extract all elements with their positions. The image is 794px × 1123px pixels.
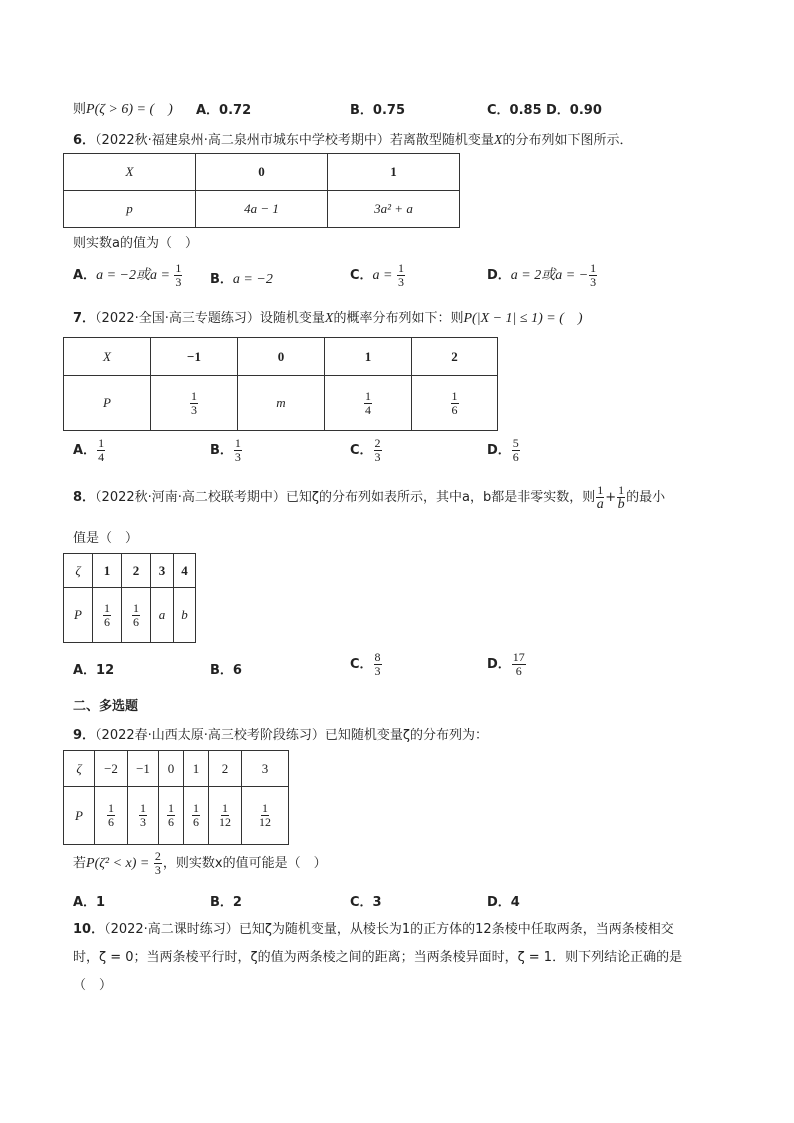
q10-stem-line3: （ ） bbox=[73, 978, 113, 993]
q10-stem-line2: 时，ζ = 0；当两条棱平行时，ζ的值为两条棱之间的距离；当两条棱异面时，ζ = 1．则下列结论正确的是 bbox=[73, 950, 683, 965]
q8-stem: 8．（2022秋·河南·高二校联考期中）已知ζ的分布列如表所示，其中a，b都是非零实数，则 $\frac{1}{a}$ + $\frac{1}{b}$ 的最小 bbox=[73, 483, 666, 512]
q5-option-d[interactable]: D．0.90 bbox=[546, 103, 602, 118]
table-cell: −1 bbox=[128, 751, 159, 787]
q7-stem: 7．（2022·全国·高三专题练习）设随机变量X的概率分布列如下：则P(|X − 1| ≤ 1) = ( ) bbox=[73, 311, 583, 326]
q6-option-a[interactable]: A．a = −2或a = $\frac{1}{3}$ bbox=[73, 261, 182, 289]
table-cell: 0 bbox=[238, 338, 325, 376]
table-cell: 1 bbox=[325, 338, 412, 376]
table-cell: p bbox=[64, 191, 196, 228]
table-cell: $\frac{1}{12}$ bbox=[209, 787, 242, 845]
q8-option-c[interactable]: C． $\frac{8}{3}$ bbox=[350, 650, 381, 678]
q5-option-c[interactable]: C．0.85 bbox=[487, 103, 542, 118]
q9-condition: 若P(ζ² < x) = $\frac{2}{3}$ ，则实数x的值可能是（ ） bbox=[73, 849, 327, 877]
q8-option-a[interactable]: A．12 bbox=[73, 663, 115, 678]
q8-option-b[interactable]: B．6 bbox=[210, 663, 242, 678]
q9-option-d[interactable]: D．4 bbox=[487, 895, 520, 910]
q5-option-b[interactable]: B．0.75 bbox=[350, 103, 405, 118]
table-cell: 1 bbox=[93, 554, 122, 588]
table-cell: 4 bbox=[174, 554, 196, 588]
table-cell: P bbox=[64, 376, 151, 431]
table-cell: $\frac{1}{4}$ bbox=[325, 376, 412, 431]
table-cell: P bbox=[64, 787, 95, 845]
table-cell: $\frac{1}{6}$ bbox=[184, 787, 209, 845]
table-cell: $\frac{1}{6}$ bbox=[93, 588, 122, 643]
table-cell: ζ bbox=[64, 554, 93, 588]
q8-option-d[interactable]: D． $\frac{17}{6}$ bbox=[487, 650, 525, 678]
table-cell: X bbox=[64, 338, 151, 376]
table-cell: $\frac{1}{6}$ bbox=[122, 588, 151, 643]
q6-stem: 6．（2022秋·福建泉州·高二泉州市城东中学校考期中）若离散型随机变量X的分布列如下图所示． bbox=[73, 133, 633, 148]
table-cell: $\frac{1}{3}$ bbox=[128, 787, 159, 845]
table-cell: 1 bbox=[328, 154, 460, 191]
table-cell: 3 bbox=[151, 554, 174, 588]
table-cell: 1 bbox=[184, 751, 209, 787]
q7-option-b[interactable]: B． $\frac{1}{3}$ bbox=[210, 436, 241, 464]
table-cell: X bbox=[64, 154, 196, 191]
q10-stem-line1: 10．（2022·高二课时练习）已知ζ为随机变量，从棱长为1的正方体的12条棱中任取两条，当两条棱相交 bbox=[73, 922, 674, 937]
q6-option-d[interactable]: D．a = 2或a = − $\frac{1}{3}$ bbox=[487, 261, 597, 289]
q6-distribution-table bbox=[63, 153, 460, 228]
table-cell: 2 bbox=[412, 338, 498, 376]
table-cell: 0 bbox=[159, 751, 184, 787]
q6-option-c[interactable]: C．a = $\frac{1}{3}$ bbox=[350, 261, 404, 289]
table-cell: 3a² + a bbox=[328, 191, 460, 228]
table-cell: 2 bbox=[209, 751, 242, 787]
q5-option-a[interactable]: A．0.72 bbox=[196, 103, 252, 118]
table-cell: 3 bbox=[242, 751, 289, 787]
q7-distribution-table bbox=[63, 337, 498, 431]
table-cell: 4a − 1 bbox=[196, 191, 328, 228]
table-cell: $\frac{1}{6}$ bbox=[159, 787, 184, 845]
table-cell: m bbox=[238, 376, 325, 431]
q6-option-b[interactable]: B．a = −2 bbox=[210, 272, 273, 287]
table-cell: 0 bbox=[196, 154, 328, 191]
table-cell: −1 bbox=[151, 338, 238, 376]
q7-option-c[interactable]: C． $\frac{2}{3}$ bbox=[350, 436, 381, 464]
q9-distribution-table bbox=[63, 750, 289, 845]
q7-option-d[interactable]: D． $\frac{5}{6}$ bbox=[487, 436, 519, 464]
table-cell: $\frac{1}{6}$ bbox=[412, 376, 498, 431]
q9-stem: 9．（2022春·山西太原·高三校考阶段练习）已知随机变量ζ的分布列为： bbox=[73, 728, 488, 743]
q8-distribution-table bbox=[63, 553, 196, 643]
table-cell: −2 bbox=[95, 751, 128, 787]
q6-prompt: 则实数a的值为（ ） bbox=[73, 236, 198, 251]
q9-option-c[interactable]: C．3 bbox=[350, 895, 382, 910]
table-cell: b bbox=[174, 588, 196, 643]
table-cell: ζ bbox=[64, 751, 95, 787]
table-cell: $\frac{1}{6}$ bbox=[95, 787, 128, 845]
q7-option-a[interactable]: A． $\frac{1}{4}$ bbox=[73, 436, 105, 464]
table-cell: P bbox=[64, 588, 93, 643]
q9-option-a[interactable]: A．1 bbox=[73, 895, 106, 910]
table-cell: a bbox=[151, 588, 174, 643]
q5-stem: 则P(ζ > 6) = ( ) bbox=[73, 102, 173, 117]
table-cell: $\frac{1}{12}$ bbox=[242, 787, 289, 845]
section-title: 二、多选题 bbox=[73, 699, 139, 714]
table-cell: 2 bbox=[122, 554, 151, 588]
q9-option-b[interactable]: B．2 bbox=[210, 895, 242, 910]
table-cell: $\frac{1}{3}$ bbox=[151, 376, 238, 431]
q8-line2: 值是（ ） bbox=[73, 531, 139, 546]
